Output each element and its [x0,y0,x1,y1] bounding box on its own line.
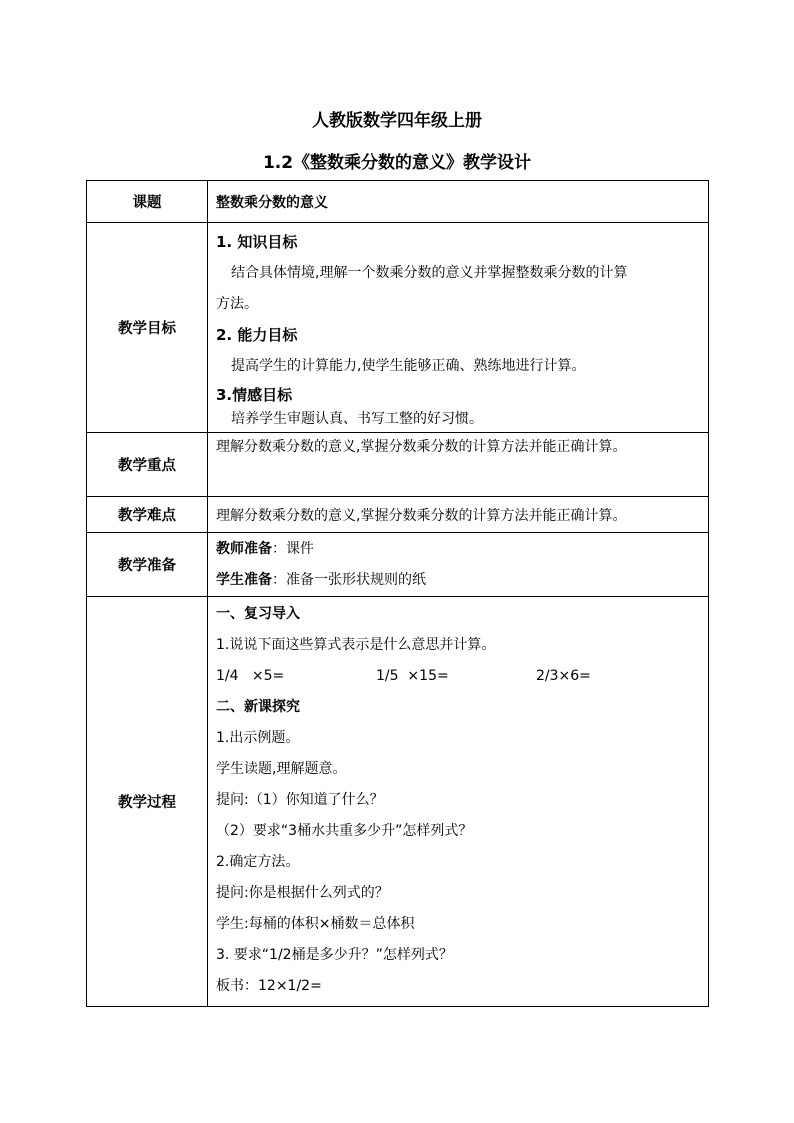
label-prep: 教学准备 [87,533,208,597]
label-process: 教学过程 [87,597,208,1007]
process-line: （2）要求“3桶水共重多少升”怎样列式？ [216,823,473,839]
goal-ability-text: 提高学生的计算能力,使学生能够正确、熟练地进行计算。 [231,358,586,374]
row-process [87,597,709,1007]
process-section-new: 二、新课探究 [216,699,300,715]
row-topic [87,181,709,223]
label-topic: 课题 [87,181,208,223]
expression-2: 1/5 ×15= [376,668,449,684]
process-line: 板书：12×1/2= [216,978,322,994]
process-line: 1.说说下面这些算式表示是什么意思并计算。 [216,637,496,653]
goal-heading-knowledge: 1. 知识目标 [216,233,298,251]
teacher-prep-label: 教师准备 [216,540,272,557]
document-title: 人教版数学四年级上册 [312,111,482,131]
student-prep-label: 学生准备 [216,571,272,588]
process-line: 学生读题,理解题意。 [216,761,347,777]
lesson-plan-table [86,180,709,1007]
row-prep [87,533,709,597]
label-goals: 教学目标 [87,223,208,433]
row-goals [87,223,709,433]
process-line: 提问:（1）你知道了什么？ [216,792,384,808]
teacher-prep-value: ：课件 [272,540,314,557]
expression-1: 1/4 ×5= [216,668,285,684]
label-difficulty: 教学难点 [87,497,208,533]
goal-heading-emotion: 3.情感目标 [216,386,293,404]
process-line: 提问:你是根据什么列式的？ [216,885,389,901]
row-difficulty [87,497,709,533]
process-line: 学生:每桶的体积×桶数＝总体积 [216,916,415,932]
goal-heading-ability: 2. 能力目标 [216,326,298,344]
topic-value: 整数乘分数的意义 [216,194,328,211]
process-line: 2.确定方法。 [216,854,300,870]
student-prep-value: ：准备一张形状规则的纸 [272,571,426,588]
process-line: 1.出示例题。 [216,730,300,746]
goal-emotion-text: 培养学生审题认真、书写工整的好习惯。 [231,411,483,427]
label-key: 教学重点 [87,433,208,497]
document-subtitle: 1.2《整数乘分数的意义》教学设计 [262,153,532,173]
key-value: 理解分数乘分数的意义,掌握分数乘分数的计算方法并能正确计算。 [216,439,627,455]
process-line: 3. 要求“1/2桶是多少升？”怎样列式？ [216,947,453,963]
process-section-review: 一、复习导入 [216,606,300,622]
row-key [87,433,709,497]
expression-3: 2/3×6= [536,668,591,684]
goal-knowledge-text-2: 方法。 [216,296,258,312]
goal-knowledge-text-1: 结合具体情境,理解一个数乘分数的意义并掌握整数乘分数的计算 [231,265,628,281]
difficulty-value: 理解分数乘分数的意义,掌握分数乘分数的计算方法并能正确计算。 [216,507,627,524]
process-expressions [216,661,702,692]
